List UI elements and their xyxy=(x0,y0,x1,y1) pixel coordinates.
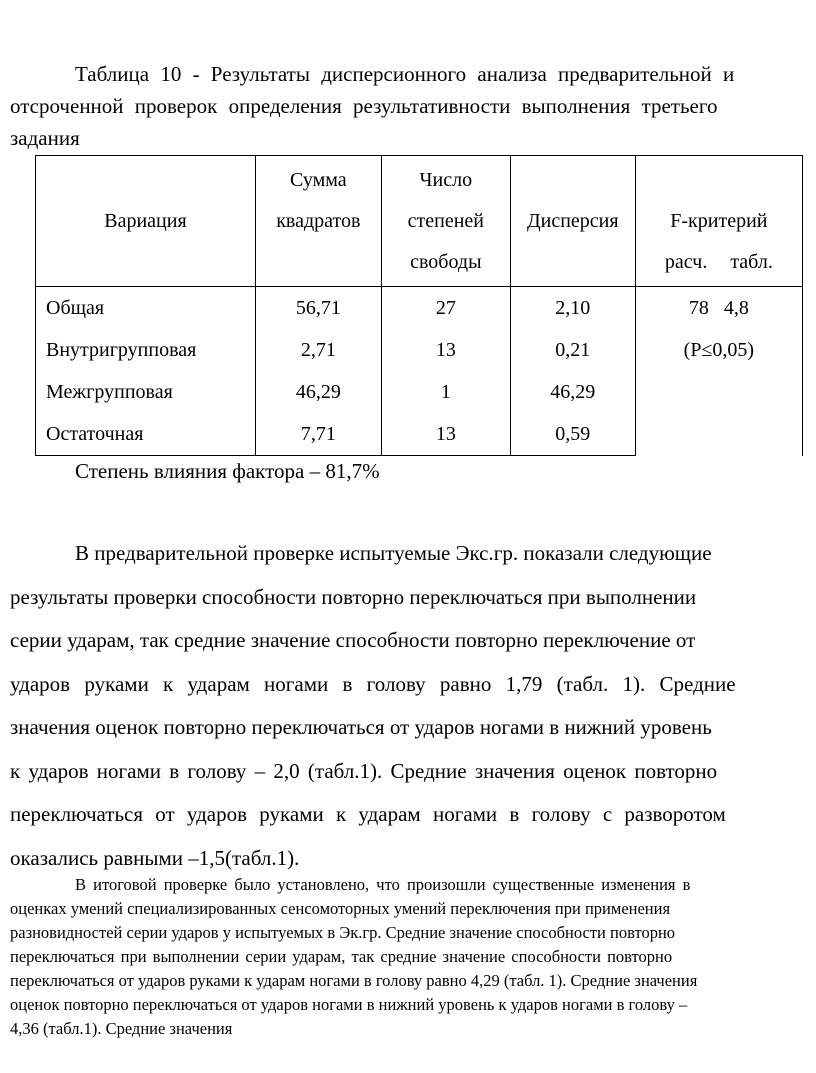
header-ss-line: квадратов xyxy=(276,209,361,232)
cell-ss: 46,29 xyxy=(255,371,381,413)
header-df-line: свободы xyxy=(410,250,482,273)
paragraph-final xyxy=(10,873,816,1041)
header-dispersion-label: Дисперсия xyxy=(527,209,619,232)
table-header-row xyxy=(36,156,803,287)
cell-df: 1 xyxy=(381,371,510,413)
paragraph-line: переключаться от ударов руками к ударам ногами в голову равно 4,29 (табл. 1). Средние значения xyxy=(10,971,698,990)
cell-ss: 7,71 xyxy=(255,413,381,456)
header-sum-of-squares xyxy=(255,156,381,287)
header-ss-line: Сумма xyxy=(290,168,347,191)
header-variation xyxy=(36,156,256,287)
header-f-criterion xyxy=(635,156,802,287)
header-f-line: F-критерий xyxy=(670,209,768,232)
factor-influence-text: Степень влияния фактора – 81,7% xyxy=(75,459,380,483)
cell-dispersion: 0,21 xyxy=(510,329,635,371)
caption-line: отсроченной проверок определения результативности выполнения третьего xyxy=(10,94,718,118)
anova-table xyxy=(35,155,803,456)
row-label: Внутригрупповая xyxy=(36,329,256,371)
cell-dispersion: 46,29 xyxy=(510,371,635,413)
cell-f-values xyxy=(635,287,802,456)
paragraph-line: ударов руками к ударам ногами в голову равно 1,79 (табл. 1). Средние xyxy=(10,671,736,696)
row-label: Общая xyxy=(36,287,256,330)
paragraph-preliminary xyxy=(10,532,816,880)
paragraph-line: результаты проверки способности повторно переключаться при выполнении xyxy=(10,584,697,609)
cell-df: 27 xyxy=(381,287,510,330)
f-significance: (Р≤0,05) xyxy=(683,339,755,361)
paragraph-line: разновидностей серии ударов у испытуемых в Эк.гр. Средние значение способности повторно xyxy=(10,923,676,942)
header-f-subline: расч. табл. xyxy=(664,250,773,273)
cell-dispersion: 2,10 xyxy=(510,287,635,330)
table-caption xyxy=(10,58,816,154)
header-dispersion xyxy=(510,156,635,287)
table-row xyxy=(36,287,803,330)
paragraph-line: оценках умений специализированных сенсомоторных умений переключения при применения xyxy=(10,899,671,918)
row-label: Межгрупповая xyxy=(36,371,256,413)
anova-table-wrapper xyxy=(35,155,803,456)
header-df-line: Число xyxy=(419,168,473,191)
cell-ss: 56,71 xyxy=(255,287,381,330)
paragraph-line: значения оценок повторно переключаться от ударов ногами в нижний уровень xyxy=(10,715,712,739)
paragraph-line: серии ударам, так средние значение способности повторно переключение от xyxy=(10,628,696,652)
paragraph-line: оказались равными –1,5(табл.1). xyxy=(10,845,300,870)
paragraph-line: В итоговой проверке было установлено, что произошли существенные изменения в xyxy=(75,875,691,894)
paragraph-line: переключаться при выполнении серии ударам, так средние значение способности повторно xyxy=(10,947,673,966)
cell-dispersion: 0,59 xyxy=(510,413,635,456)
header-degrees-of-freedom xyxy=(381,156,510,287)
paragraph-line: оценок повторно переключаться от ударов ногами в нижний уровень к ударов ногами в голову – xyxy=(10,995,688,1014)
cell-df: 13 xyxy=(381,329,510,371)
cell-ss: 2,71 xyxy=(255,329,381,371)
row-label: Остаточная xyxy=(36,413,256,456)
cell-df: 13 xyxy=(381,413,510,456)
header-df-line: степеней xyxy=(407,209,484,232)
paragraph-line: 4,36 (табл.1). Средние значения xyxy=(10,1019,233,1038)
header-variation-label: Вариация xyxy=(104,209,187,232)
caption-line: задания xyxy=(10,126,80,150)
paragraph-line: к ударов ногами в голову – 2,0 (табл.1). Средние значения оценок повторно xyxy=(10,758,718,783)
paragraph-line: переключаться от ударов руками к ударам ногами в голову с разворотом xyxy=(10,802,726,826)
caption-line: Таблица 10 - Результаты дисперсионного анализа предварительной и xyxy=(75,62,735,86)
paragraph-line: В предварительной проверке испытуемые Экс.гр. показали следующие xyxy=(75,541,712,565)
f-calc-table-values: 78 4,8 xyxy=(688,297,749,319)
